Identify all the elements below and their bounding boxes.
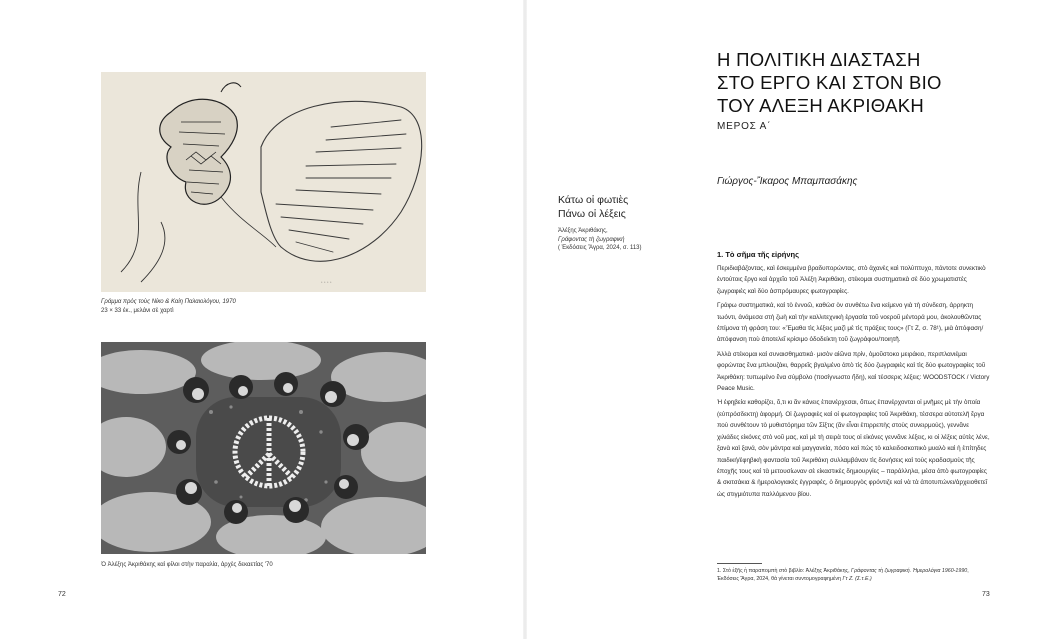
paragraph-3: Ἀλλὰ στέκομαι καὶ συναισθηματικά· μισὸν αἰῶνα πρίν, ὁμοῦστοκο μειράκιο, περιπλανιέμαι φορώντας ἕνα μπλουζάκι, θαρρεῖς βγαλμένο ἀπὸ τὶς δύο ζωγραφιὲς καὶ τὶς δύο φωτογραφίες τοῦ Ἀκριθάκη: τυπωμένο ἕνα σύμβολο (ποσίγνωστο ἤδη), καὶ τέσσερις λέξεις: WOODSTOCK / Victory Peace Music. — [717, 350, 990, 393]
poem-line2: Πάνω οἱ λέξεις — [558, 208, 626, 220]
footnote-divider — [717, 563, 762, 564]
page-number-right: 73 — [982, 591, 990, 598]
drawing-letter-image — [101, 72, 426, 292]
footnote-abbreviation: Γτ Ζ. (Σ.τ.Ε.) — [842, 576, 872, 582]
drawing-illustration — [101, 72, 426, 292]
poem-source-title: Γράφοντας τὴ ζωγραφική — [558, 236, 625, 243]
article-title-line1: Η ΠΟΛΙΤΙΚΗ ΔΙΑΣΤΑΣΗ — [717, 49, 921, 70]
paragraph-4: Ἡ ἐφηβεία καθορίζει, ὅ,τι κι ἂν κάνεις ἐπανέρχεσαι, ὅπως ἐπανέρχονται οἱ μνῆμες μὲ τὴν ὁποία (εὐπρόσδεκτη) ἀφορμή. Οἱ ζωγραφιὲς καὶ οἱ φωτογραφίες τοῦ Ἀκριθάκη, τέσσερα αὐτοτελῆ ἔργα ποὺ συνθέτουν τὸ μυθιστόρημα τῶν Σίξτις (ἂν εἶναι ἐπιρρεπὴς στοὺς συνειρμούς), γεννᾶνε χιλιάδες εἰκόνες στὸ νοῦ μας, καὶ μὲ τὴ σειρὰ τους οἱ εἰκόνες γεννᾶνε λέξεις, κι οἱ λέξεις αὐτὲς λένε, ξανὰ καὶ ξανά, σὸν μάντρα καὶ μαγγανεία, πόσο καὶ πὼς τὸ καλειδοσκοπικὸ μυαλὸ καὶ ἡ ἐπίτηδες παιδική/ἐφηβικὴ φαντασία τοῦ Ἀκριθάκη συλλαμβάναν τὶς δονήσεις καὶ τοὺς κραδασμοὺς τῆς ἐποχῆς τους καὶ τὰ μετουσίωναν σὲ εἰκαστικὲς δημιουργίες – παράλληλα, μέσα ἀπὸ φωτογραφίες & σκιτσάκια & ἡμερολογιακὲς ἐγγραφές, ὁ δημιουργὸς φρόντιζε καὶ νὰ τὰ ἀποτυπώνει/ἀρχειοθετεῖ ὡς στιγμιότυπα παλλόμενου βίου. — [717, 399, 990, 498]
poem-source-author: Ἀλέξης Ἀκριθάκης, — [558, 228, 608, 234]
svg-text:· · · ·: · · · · — [321, 280, 332, 286]
poem-line1: Κάτω οἱ φωτιὲς — [558, 194, 629, 206]
article-author: Γιώργος-Ἴκαρος Μπαμπασάκης — [717, 176, 858, 187]
article-subtitle: ΜΕΡΟΣ Α΄ — [717, 121, 772, 132]
footnote-book-title: Γράφοντας τὴ ζωγραφική. Ἡμερολόγια 1960-1990 — [851, 568, 968, 574]
figure1-caption-line2: 23 × 33 ἑκ., μελάνι σὲ χαρτὶ — [101, 307, 174, 314]
figure2-caption: Ὁ Ἀλέξης Ἀκριθάκης καὶ φίλοι στὴν παραλία, ἀρχὲς δεκαετίας '70 — [101, 562, 273, 568]
figure1-caption-line1: Γράμμα πρὸς τοὺς Νίκο & Καὶη Παλαιολόγου, 1970 — [101, 299, 236, 305]
article-title-block — [717, 48, 977, 132]
beach-photo — [101, 342, 426, 554]
article-title-line3: ΤΟΥ ΑΛΕΞΗ ΑΚΡΙΘΑΚΗ — [717, 95, 925, 116]
footnote — [717, 567, 992, 583]
article-body — [717, 250, 992, 503]
article-title-line2: ΣΤΟ ΕΡΓΟ ΚΑΙ ΣΤΟΝ ΒΙΟ — [717, 72, 942, 93]
page-number-left: 72 — [58, 591, 66, 598]
paragraph-2: Γράφω συστηματικά, καὶ τὸ ἐννοῶ, καθὼσ ὸν συνθέτω ἕνα κείμενο γιὰ τὴ σύνδεση, ἀρρηκτη τωόντι, ἀνάμεσα στὴ ζωὴ καὶ τὴν καλλιτεχνικὴ ἐργασία τοῦ νοεροῦ μέντορά μου, ἀκολουθῶντας ἐπίμονα τὴ φράση του: «Ἔμαθα τὶς λέξεις μαζὶ μὲ τὶς πράξεις τους» (Γτ Ζ, σ. 78¹), μιὰ ἀπόφαση/ἀπόφανση ποὺ ἀποτελεῖ κρίσιμο ὁδοδείκτη τοῦ ζωγράφου/ποιητῆ. — [717, 302, 984, 344]
page-gutter — [523, 0, 527, 639]
footnote-middle: , Ἐκδόσεις Ἄγρα, 2024, θὰ γίνεται συντομογραφημένη — [717, 568, 969, 582]
figure1-caption — [101, 298, 361, 315]
poem-source — [558, 227, 698, 253]
footnote-prefix: 1. Στὸ ἑξῆς ἡ παραπομπὴ στὸ βιβλίο: Ἀλέξης Ἀκριθάκης, — [717, 568, 850, 574]
side-poem — [558, 193, 698, 253]
paragraph-1: Περιδιαβάζοντας, καὶ ἐσκεμμένα βραδυπορώντας, στὸ ἀχανὲς καὶ πολύπτυχο, πάντοτε συνεκτικὸ ἐντούτοις ἔργο καὶ ἀρχεῖο τοῦ Ἀλέξη Ἀκριθάκη, στέκομαι συστηματικὰ σὲ δύο χρωματιστὲς ζωγραφιὲς καὶ δύο ἀσπρόμαυρες φωτογραφίες. — [717, 265, 986, 295]
section-heading: 1. Τὸ σῆμα τῆς εἰρήνης — [717, 250, 800, 259]
beach-photo-illustration — [101, 342, 426, 554]
poem-source-publisher: ( Ἐκδόσεις Ἄγρα, 2024, σ. 113) — [558, 245, 642, 251]
